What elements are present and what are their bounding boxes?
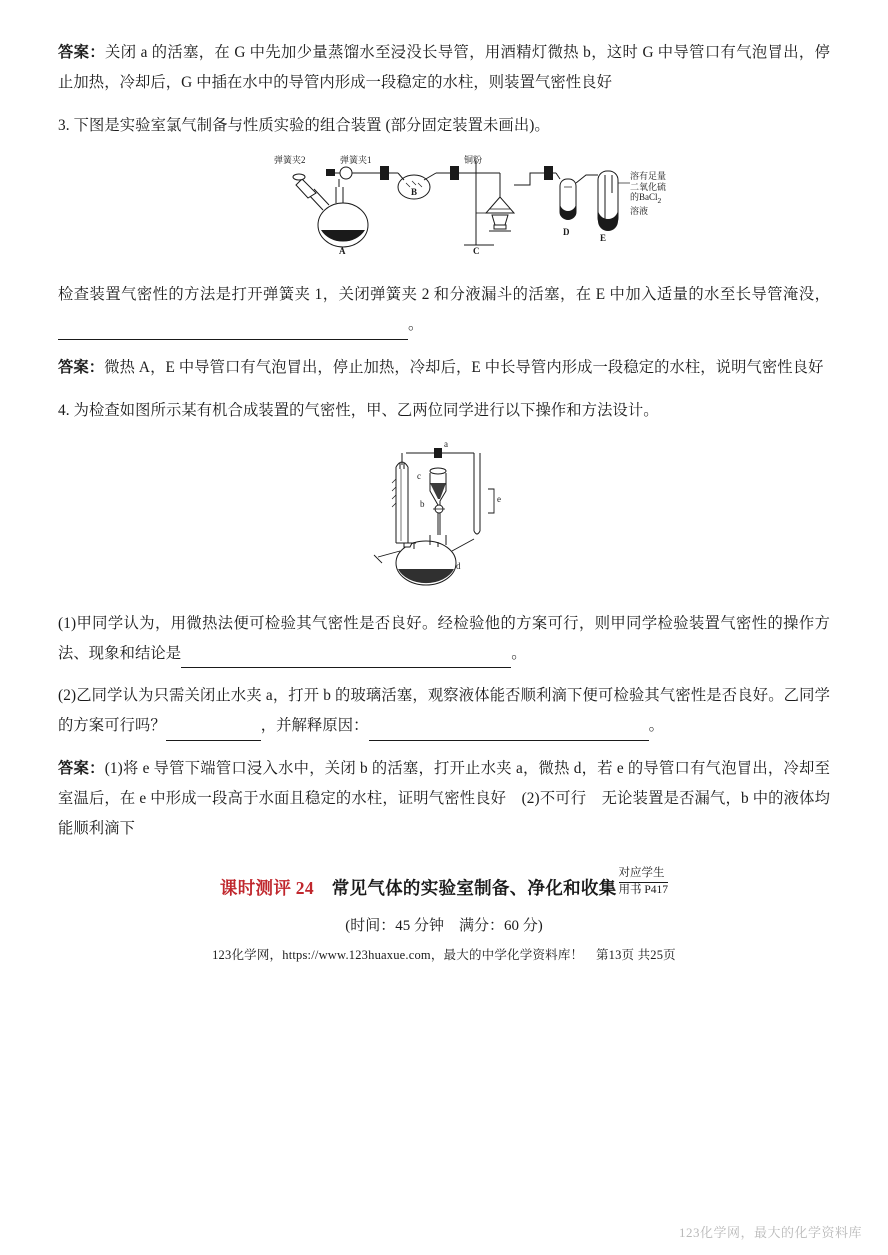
question-3-stem: 3. 下图是实验室氯气制备与性质实验的组合装置 (部分固定装置未画出)。 xyxy=(58,116,550,134)
answer-paragraph-3 xyxy=(58,353,830,383)
question-4-part-2-end: 。 xyxy=(648,717,664,735)
figure1-label-clamp2: 弹簧夹2 xyxy=(274,155,306,166)
section-side-line-1: 对应学生 xyxy=(619,866,669,884)
section-prefix: 课时测评 24 xyxy=(219,877,314,898)
answer-1-text: 关闭 a 的活塞，在 G 中先加少量蒸馏水至浸没长导管，用酒精灯微热 b，这时 G 中导管口有气泡冒出，停止加热，冷却后，G 中插在水中的导管内形成一段稳定的水柱，则装置气密性良好 xyxy=(58,44,830,91)
answer-paragraph-1 xyxy=(58,38,830,98)
answer-label: 答案： xyxy=(58,44,106,61)
question-3-blank[interactable] xyxy=(58,324,408,340)
question-4-part-1-end: 。 xyxy=(511,644,527,662)
question-4-part-2-blank-3[interactable] xyxy=(519,725,649,741)
figure1-label-c: C xyxy=(473,246,480,257)
question-4-part-2-mid: ，并解释原因： xyxy=(260,717,369,735)
figure1-label-bacl2-formula: 的BaCl xyxy=(630,192,658,203)
section-side-note xyxy=(619,866,669,899)
section-title xyxy=(220,875,617,900)
question-4-part-1 xyxy=(58,609,830,669)
answer-label: 答案： xyxy=(58,359,105,377)
answer-label: 答案： xyxy=(58,760,105,778)
figure2-label-a: a xyxy=(444,438,448,449)
question-4-part-1-text: (1)甲同学认为，用微热法便可检验其气密性是否良好。经检验他的方案可行，则甲同学检验装置气密性的操作方法、现象和结论是 xyxy=(58,614,830,662)
question-4-part-2-blank-2[interactable] xyxy=(369,725,519,741)
question-4-part-2 xyxy=(58,681,830,741)
section-side-line-2: 用书 P417 xyxy=(618,884,669,897)
figure1-label-e: E xyxy=(600,233,607,244)
question-4-part-2-text: (2)乙同学认为只需关闭止水夹 a，打开 b 的玻璃活塞，观察液体能否顺利滴下便可检验其气密性是否良好。乙同学的方案可行吗？ xyxy=(58,687,830,735)
question-3-body-text: 检查装置气密性的方法是打开弹簧夹 1，关闭弹簧夹 2 和分液漏斗的活塞，在 E 中加入适量的水至长导管淹没， xyxy=(58,286,830,304)
question-4-part-2-blank-1[interactable] xyxy=(166,725,261,741)
question-3-body xyxy=(58,280,830,340)
figure1-label-bacl2-line4: 溶液 xyxy=(630,205,649,216)
page-footer: 123化学网，https://www.123huaxue.com，最大的中学化学资料库！ 第13页 共25页 xyxy=(212,947,676,962)
figure1-label-copper: 铜粉 xyxy=(464,155,483,166)
figure2-label-e: e xyxy=(497,493,501,504)
figure1-label-bacl2-sub: 2 xyxy=(657,195,662,205)
question-4-stem: 4. 为检查如图所示某有机合成装置的气密性，甲、乙两位同学进行以下操作和方法设计。 xyxy=(58,401,659,419)
question-4-part-1-blank[interactable] xyxy=(181,652,511,668)
figure1-label-clamp1: 弹簧夹1 xyxy=(340,155,372,166)
section-title-text: 常见气体的实验室制备、净化和收集 xyxy=(331,877,617,898)
figure2-label-d: d xyxy=(456,560,461,571)
figure2-label-b: b xyxy=(420,498,425,509)
figure-organic-synthesis-apparatus xyxy=(334,439,554,589)
figure1-label-bacl2-line2: 二氧化硫 xyxy=(630,181,667,192)
figure1-label-b: B xyxy=(411,187,418,198)
figure1-label-bacl2-line1: 溶有足量 xyxy=(630,171,667,182)
figure-chlorine-apparatus xyxy=(268,153,668,258)
figure1-label-a: A xyxy=(339,246,346,257)
figure1-label-bacl2-line3 xyxy=(630,192,666,205)
watermark: 123化学网，最大的化学资料库 xyxy=(678,1225,862,1240)
exam-time-info: (时间：45 分钟 满分：60 分) xyxy=(345,917,543,934)
section-heading xyxy=(58,866,830,900)
answer-4-text: (1)将 e 导管下端管口浸入水中，关闭 b 的活塞，打开止水夹 a，微热 d，若 e 的导管口有气泡冒出，冷却至室温后，在 e 中形成一段高于水面且稳定的水柱，证明气密性良好 (2)不可行 无论装置是否漏气，b 中的液体均能顺利滴下 xyxy=(58,760,830,837)
question-3-body-end: 。 xyxy=(408,316,424,334)
figure1-label-d: D xyxy=(563,227,570,238)
answer-3-text: 微热 A，E 中导管口有气泡冒出，停止加热，冷却后，E 中长导管内形成一段稳定的水柱，说明气密性良好 xyxy=(104,359,824,377)
figure2-label-c: c xyxy=(417,470,421,481)
answer-paragraph-4 xyxy=(58,754,830,843)
